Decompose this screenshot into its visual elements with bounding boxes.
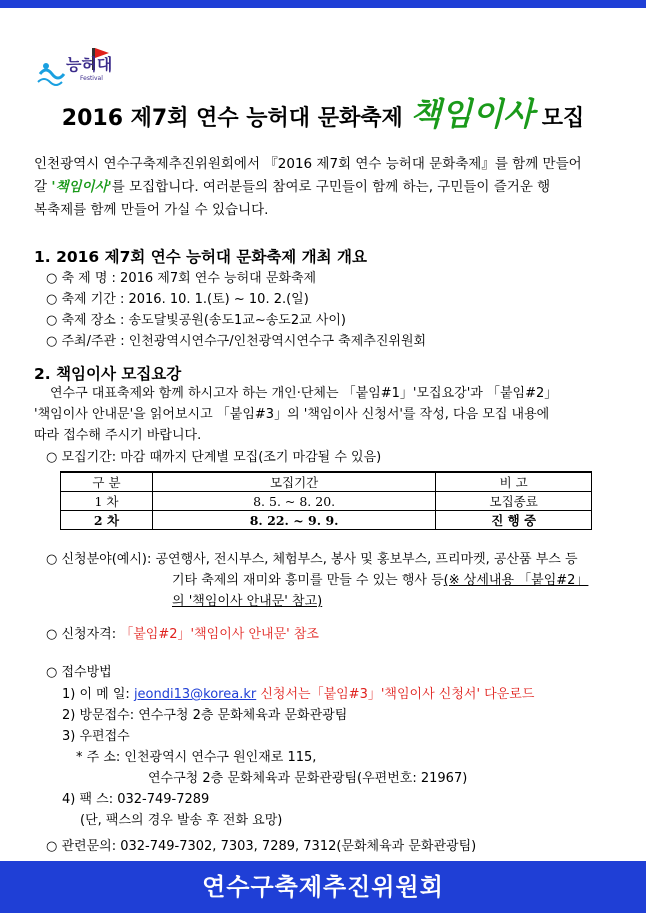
- contact-info: ○ 관련문의: 032-749-7302, 7303, 7289, 7312(문화체육과 문화관광팀): [46, 839, 477, 854]
- overview-period: ○ 축제 기간 : 2016. 10. 1.(토) ~ 10. 2.(일): [46, 292, 309, 307]
- section2-para-line3: 따라 접수해 주시기 바랍니다.: [34, 428, 202, 443]
- top-bar: [0, 0, 646, 8]
- post-address-2: 연수구청 2층 문화체육과 문화관광팀(우편번호: 21967): [148, 771, 468, 786]
- qualification: ○ 신청자격: 「붙임#2」'책임이사 안내문' 참조: [46, 627, 319, 642]
- method-label: ○ 접수방법: [46, 665, 112, 680]
- svg-text:Festival: Festival: [80, 75, 103, 82]
- intro-paragraph: [34, 153, 620, 222]
- svg-text:능허대: 능허대: [66, 55, 113, 74]
- method-post: 3) 우편접수: [62, 729, 130, 744]
- fax-note: (단, 팩스의 경우 발송 후 전화 요망): [80, 813, 283, 828]
- recruit-period: ○ 모집기간: 마감 때까지 단계별 모집(조기 마감될 수 있음): [46, 450, 382, 465]
- intro-line-3: 복축제를 함께 만들어 가실 수 있습니다.: [34, 202, 269, 218]
- apply-field-line1: ○ 신청분야(예시): 공연행사, 전시부스, 체험부스, 봉사 및 홍보부스, 프리마켓, 공산품 부스 등: [46, 552, 578, 567]
- festival-logo: [36, 44, 116, 88]
- table-header-row: 구 분 모집기간 비 고: [61, 472, 592, 492]
- footer-banner: 연수구축제추진위원회: [0, 861, 646, 913]
- intro-line-2: 갈 '책임이사'를 모집합니다. 여러분들의 참여로 구민들이 함께 하는, 구민들이 즐거운 행: [34, 179, 551, 195]
- overview-place: ○ 축제 장소 : 송도달빛공원(송도1교~송도2교 사이): [46, 313, 347, 328]
- table-row: 1 차 8. 5. ~ 8. 20. 모집종료: [61, 492, 592, 511]
- method-fax: 4) 팩 스: 032-749-7289: [62, 792, 210, 807]
- overview-name: ○ 축 제 명 : 2016 제7회 연수 능허대 문화축제: [46, 271, 317, 286]
- section2-heading: 2. 책임이사 모집요강: [34, 365, 182, 383]
- section2-para-line1: 연수구 대표축제와 함께 하시고자 하는 개인·단체는 「붙임#1」'모집요강'과 「붙임#2」: [50, 386, 558, 401]
- title-highlight: 책임이사: [410, 95, 535, 133]
- apply-field-line2: 기타 축제의 재미와 흥미를 만들 수 있는 행사 등(※ 상세내용 「붙임#2」: [172, 573, 589, 588]
- title-main: 2016 제7회 연수 능허대 문화축제: [61, 106, 403, 131]
- section2-para-line2: '책임이사 안내문'을 읽어보시고 「붙임#3」의 '책임이사 신청서'를 작성, 다음 모집 내용에: [34, 407, 550, 422]
- schedule-table: [60, 471, 592, 530]
- method-visit: 2) 방문접수: 연수구청 2층 문화체육과 문화관광팀: [62, 708, 348, 723]
- page-title: [0, 94, 646, 139]
- email-link[interactable]: jeondi13@korea.kr: [133, 687, 257, 702]
- post-address-1: * 주 소: 인천광역시 연수구 원인재로 115,: [76, 750, 317, 765]
- title-suffix: 모집: [541, 106, 585, 131]
- intro-line-1: 인천광역시 연수구축제추진위원회에서 『2016 제7회 연수 능허대 문화축제』를 함께 만들어: [34, 156, 582, 172]
- section1-heading: 1. 2016 제7회 연수 능허대 문화축제 개최 개요: [34, 248, 367, 266]
- method-email: 1) 이 메 일: jeondi13@korea.kr 신청서는「붙임#3」'책임이사 신청서' 다운로드: [62, 687, 535, 702]
- overview-host: ○ 주최/주관 : 인천광역시연수구/인천광역시연수구 축제추진위원회: [46, 334, 427, 349]
- table-row: 2 차 8. 22. ~ 9. 9. 진 행 중: [61, 511, 592, 530]
- intro-emphasis: '책임이사': [51, 179, 112, 195]
- apply-field-line3: 의 '책임이사 안내문' 참고): [172, 594, 323, 609]
